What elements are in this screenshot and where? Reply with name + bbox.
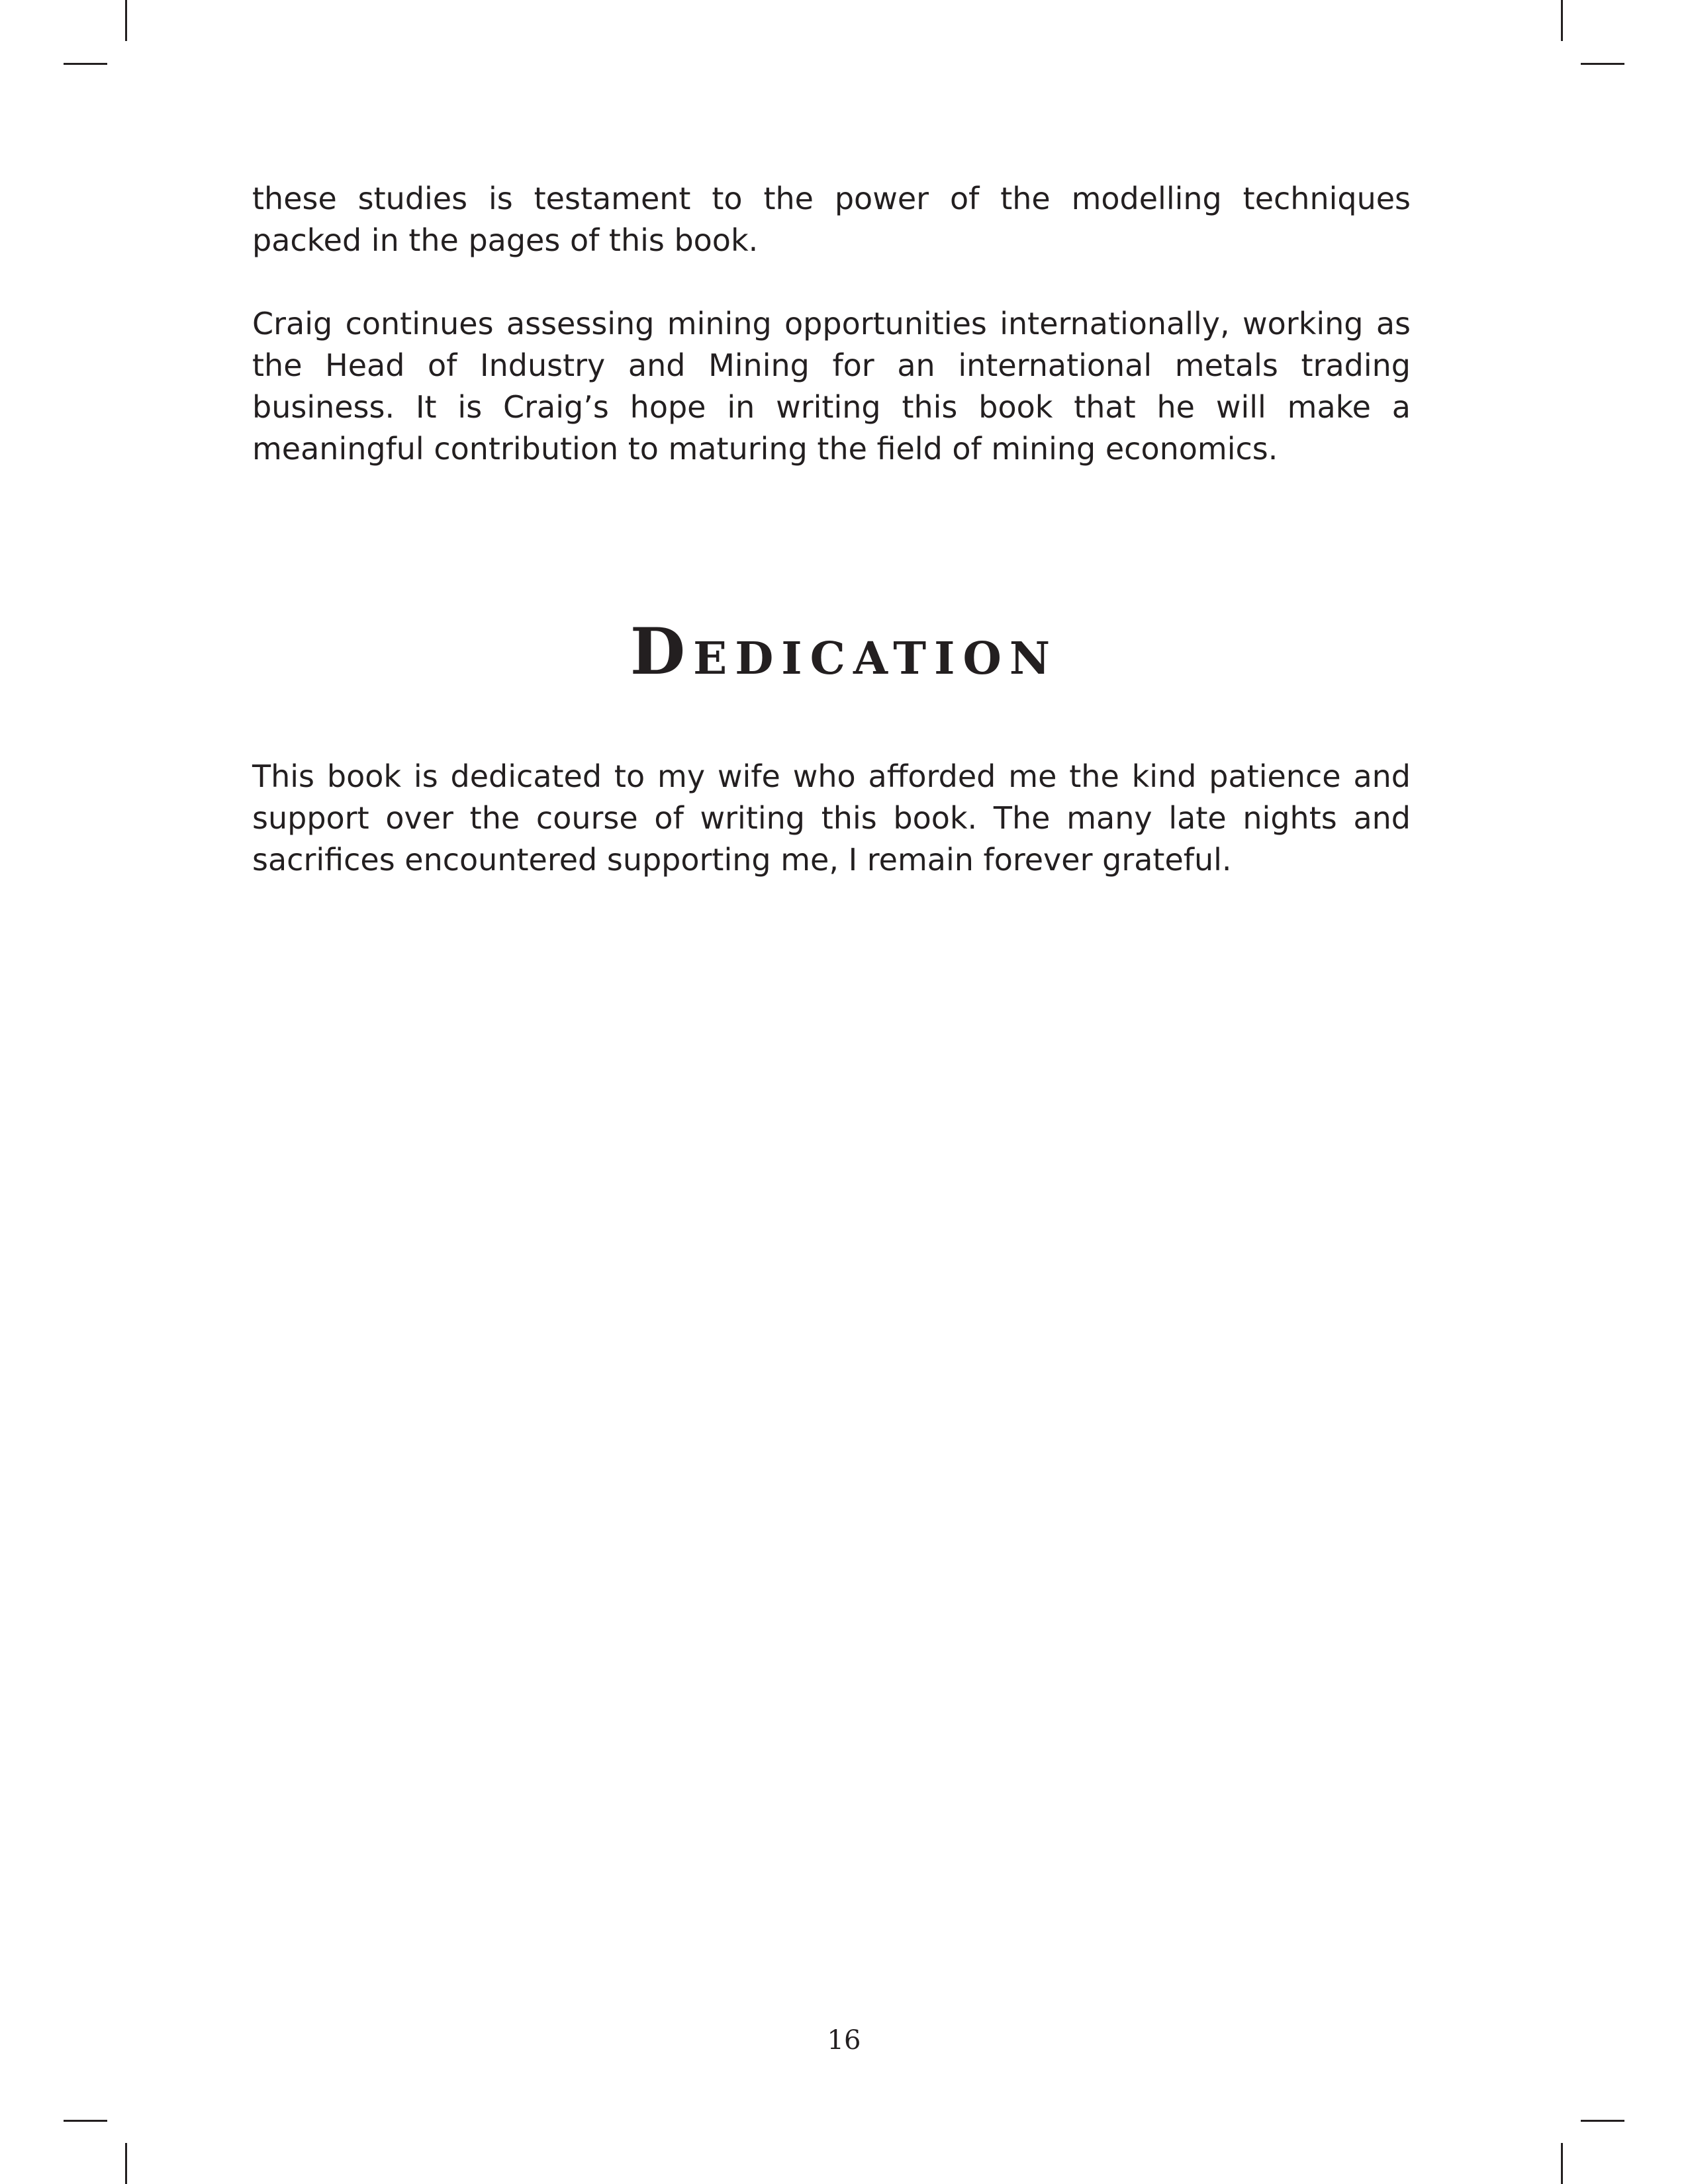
crop-mark-bottom-left-vertical bbox=[125, 2143, 127, 2184]
body-paragraph-1: these studies is testament to the power of the modelling techniques packed in the pages of this book. bbox=[252, 181, 1411, 258]
crop-mark-bottom-right-horizontal bbox=[1581, 2120, 1624, 2122]
body-paragraph-2: Craig continues assessing mining opportunities internationally, working as the Head of Industry and Mining for an international metals trading business. It is Craig’s hope in writing this book that he will make a meaningful contribution to maturing the field of mining economics. bbox=[252, 306, 1411, 467]
crop-mark-top-right-vertical bbox=[1561, 0, 1563, 41]
crop-mark-bottom-left-horizontal bbox=[64, 2120, 107, 2122]
dedication-heading: Dedication bbox=[630, 614, 1058, 689]
crop-mark-bottom-right-vertical bbox=[1561, 2143, 1563, 2184]
crop-mark-top-left-vertical bbox=[125, 0, 127, 41]
crop-mark-top-left-horizontal bbox=[64, 63, 107, 65]
crop-mark-top-right-horizontal bbox=[1581, 63, 1624, 65]
dedication-paragraph: This book is dedicated to my wife who afforded me the kind patience and support over the course of writing this book. The many late nights and sacrifices encountered supporting me, I remain forever grateful. bbox=[252, 758, 1411, 878]
page-number: 16 bbox=[827, 2025, 861, 2056]
